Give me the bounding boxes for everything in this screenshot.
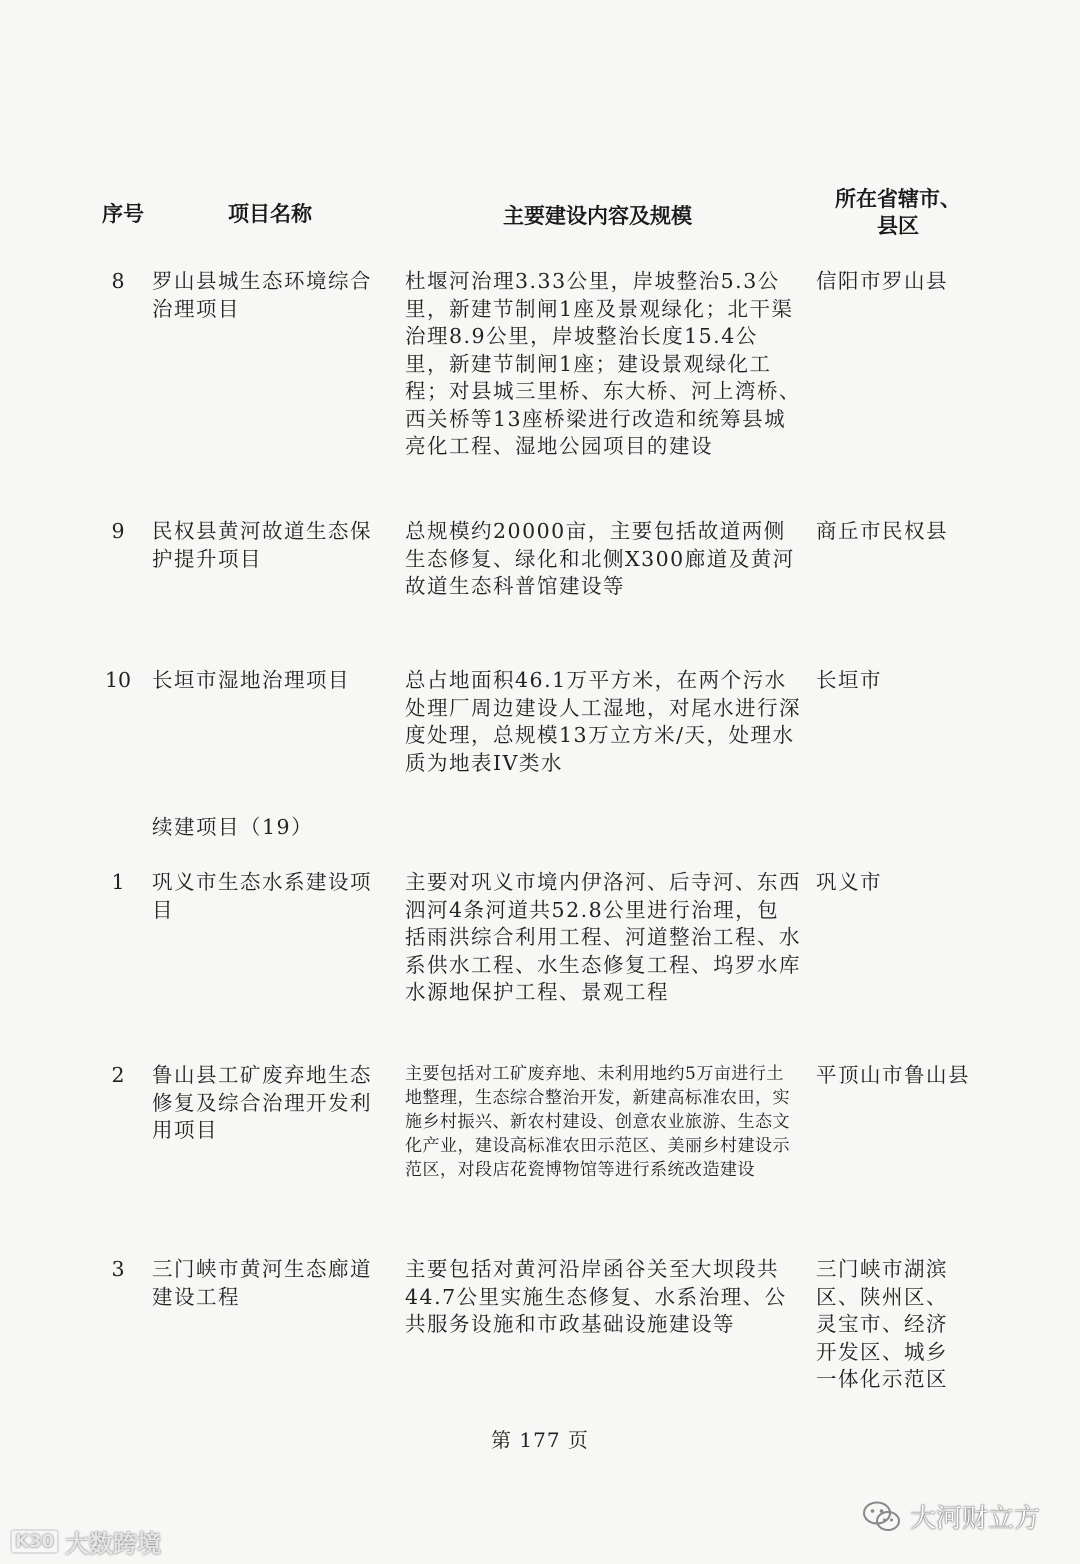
header-seq: 序号 — [102, 202, 144, 226]
row-content: 杜堰河治理3.33公里，岸坡整治5.3公里，新建节制闸1座及景观绿化；北干渠治理8.9公里，岸坡整治长度15.4公里，新建节制闸1座；建设景观绿化工程；对县城三里桥、东大桥、河上湾桥、西关桥等13座桥梁进行改造和统筹县城亮化工程、湿地公园项目的建设 — [405, 269, 801, 458]
row-name: 民权县黄河故道生态保护提升项目 — [152, 519, 372, 571]
row-name: 鲁山县工矿废弃地生态修复及综合治理开发利用项目 — [152, 1063, 372, 1142]
row-name: 巩义市生态水系建设项目 — [152, 870, 372, 922]
wechat-icon — [862, 1500, 902, 1534]
row-content: 总规模约20000亩，主要包括故道两侧生态修复、绿化和北侧X300廊道及黄河故道生态科普馆建设等 — [405, 519, 795, 598]
watermark-left-text: 大数跨境 — [65, 1530, 161, 1558]
header-content: 主要建设内容及规模 — [503, 204, 692, 228]
row-location: 巩义市 — [816, 870, 882, 894]
page-number: 第 177 页 — [491, 1428, 589, 1452]
row-location: 长垣市 — [816, 668, 882, 692]
row-seq: 10 — [104, 668, 132, 692]
section-label: 续建项目（19） — [152, 815, 314, 839]
row-seq: 8 — [111, 269, 125, 293]
row-content: 总占地面积46.1万平方米，在两个污水处理厂周边建设人工湿地，对尾水进行深度处理，总规模13万立方米/天，处理水质为地表IV类水 — [405, 668, 801, 775]
row-content: 主要包括对黄河沿岸函谷关至大坝段共44.7公里实施生态修复、水系治理、公共服务设施和市政基础设施建设等 — [405, 1257, 787, 1336]
row-content: 主要对巩义市境内伊洛河、后寺河、东西泗河4条河道共52.8公里进行治理，包括雨洪综合利用工程、河道整治工程、水系供水工程、水生态修复工程、坞罗水库水源地保护工程、景观工程 — [405, 870, 801, 1004]
row-location: 三门峡市湖滨区、陕州区、灵宝市、经济开发区、城乡一体化示范区 — [816, 1257, 948, 1391]
row-content: 主要包括对工矿废弃地、未利用地约5万亩进行土地整理，生态综合整治开发，新建高标准农田，实施乡村振兴、新农村建设、创意农业旅游、生态文化产业，建设高标准农田示范区、美丽乡村建设示范区，对段店花瓷博物馆等进行系统改造建设 — [405, 1064, 790, 1180]
row-location: 商丘市民权县 — [816, 519, 948, 543]
row-seq: 2 — [111, 1063, 125, 1087]
header-name: 项目名称 — [228, 202, 312, 226]
row-location: 信阳市罗山县 — [816, 269, 948, 293]
row-seq: 1 — [111, 870, 125, 894]
row-name: 罗山县城生态环境综合治理项目 — [152, 269, 372, 321]
watermark-logo: K30 — [10, 1529, 59, 1554]
watermark-left — [10, 1524, 161, 1559]
header-location — [832, 186, 964, 240]
row-name: 长垣市湿地治理项目 — [152, 668, 350, 692]
watermark-right-text: 大河财立方 — [910, 1504, 1041, 1534]
watermark-right — [862, 1498, 1040, 1535]
header-location-line1: 所在省辖市、 — [835, 187, 961, 211]
row-seq: 9 — [111, 519, 125, 543]
header-location-line2: 县区 — [877, 214, 919, 238]
row-location: 平顶山市鲁山县 — [816, 1063, 970, 1087]
row-name: 三门峡市黄河生态廊道建设工程 — [152, 1257, 372, 1309]
row-seq: 3 — [111, 1257, 125, 1281]
